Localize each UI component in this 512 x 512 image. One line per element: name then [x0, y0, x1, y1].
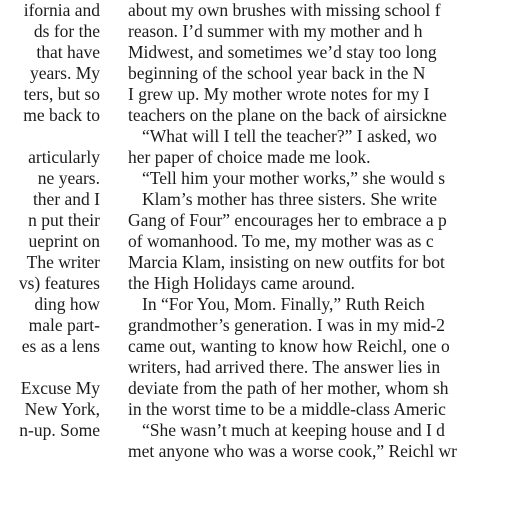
- right-column-line: met anyone who was a worse cook,” Reichl wr: [128, 441, 457, 461]
- left-column-line: The writer: [26, 252, 100, 272]
- right-column-line: “She wasn’t much at keeping house and I d: [142, 420, 445, 440]
- left-column-line: years. My: [30, 63, 100, 83]
- right-column-line: “Tell him your mother works,” she would s: [142, 168, 446, 188]
- right-column-line: I grew up. My mother wrote notes for my I: [128, 84, 430, 104]
- right-column-line: about my own brushes with missing school f: [128, 0, 441, 20]
- right-column-line: of womanhood. To me, my mother was as c: [128, 231, 434, 251]
- left-column-line: n put their: [28, 210, 100, 230]
- right-column-line: beginning of the school year back in the N: [128, 63, 426, 83]
- left-column-line: me back to: [23, 105, 100, 125]
- right-column-line: In “For You, Mom. Finally,” Ruth Reich: [142, 294, 425, 314]
- right-column-line: the High Holidays came around.: [128, 273, 355, 293]
- left-column-line: ding how: [34, 294, 100, 314]
- left-column-line: that have: [36, 42, 100, 62]
- left-column-line: Excuse My: [20, 378, 100, 398]
- right-column-line: her paper of choice made me look.: [128, 147, 371, 167]
- left-column-line: vs) features: [18, 273, 100, 293]
- left-column-line: es as a lens: [21, 336, 100, 356]
- left-column-line: articularly: [28, 147, 100, 167]
- left-column-line: New York,: [24, 399, 100, 419]
- right-column-line: “What will I tell the teacher?” I asked, wo: [142, 126, 437, 146]
- left-column-line: ifornia and: [23, 0, 100, 20]
- left-column-line: ds for the: [33, 21, 100, 41]
- right-column-line: writers, had arrived there. The answer lies in: [128, 357, 441, 377]
- right-column-line: in the worst time to be a middle-class Americ: [128, 399, 446, 419]
- right-column-line: Gang of Four” encourages her to embrace a p: [128, 210, 447, 230]
- left-column-line: ters, but so: [23, 84, 100, 104]
- right-column-line: deviate from the path of her mother, whom sh: [128, 378, 449, 398]
- right-column-line: Klam’s mother has three sisters. She write: [142, 189, 438, 209]
- left-column-line: n-up. Some: [19, 420, 100, 440]
- right-column-line: Midwest, and sometimes we’d stay too long: [128, 42, 437, 62]
- right-column-line: grandmother’s generation. I was in my mid-2: [128, 315, 446, 335]
- right-column-line: teachers on the plane on the back of airsickne: [128, 105, 447, 125]
- left-column-line: male part-: [28, 315, 100, 335]
- left-column-line: ne years.: [37, 168, 100, 188]
- right-column-line: reason. I’d summer with my mother and h: [128, 21, 423, 41]
- right-column-line: came out, wanting to know how Reichl, one o: [128, 336, 450, 356]
- right-column-line: Marcia Klam, insisting on new outfits for bot: [128, 252, 445, 272]
- left-column-line: ueprint on: [28, 231, 100, 251]
- left-column-line: ther and I: [32, 189, 100, 209]
